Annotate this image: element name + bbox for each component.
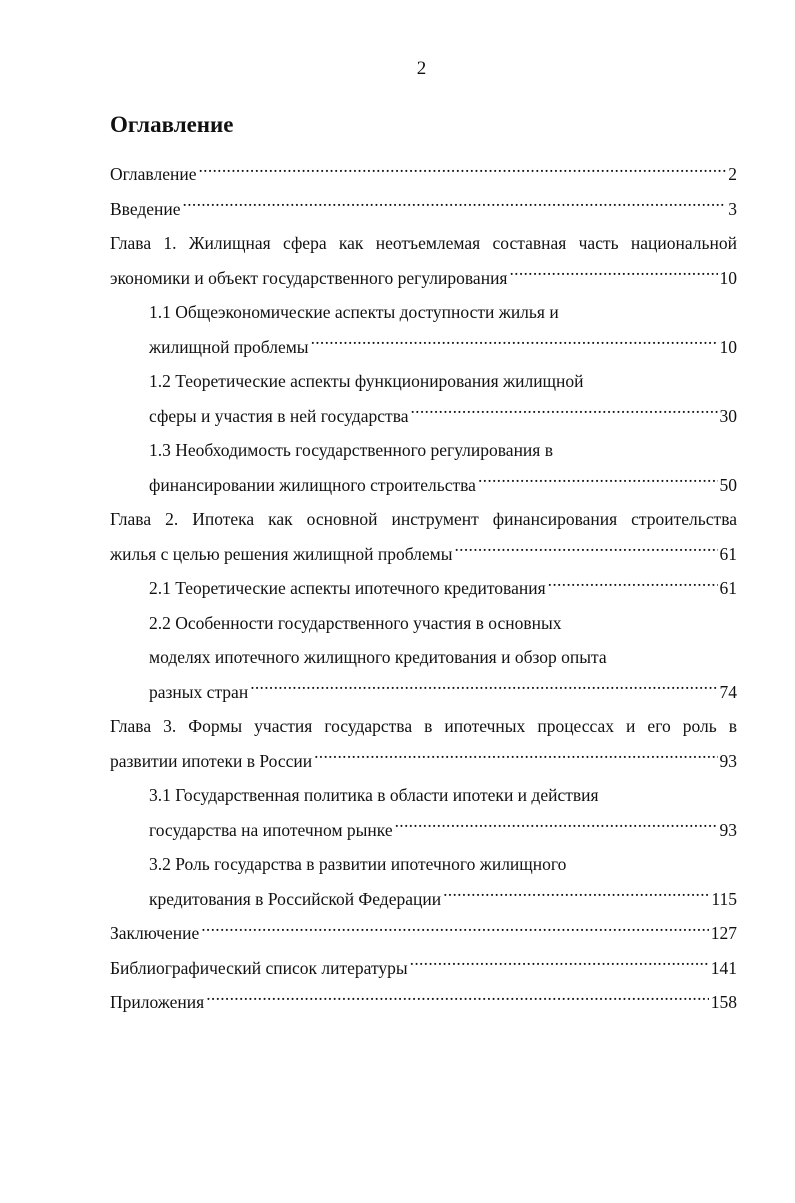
toc-entry-title-line-1: 1.3 Необходимость государственного регулирования в — [149, 440, 553, 460]
toc-entry-section-2-2[interactable] — [110, 606, 737, 710]
toc-entry-section-2-1[interactable] — [110, 571, 737, 606]
toc-entry-section-3-2[interactable] — [110, 847, 737, 916]
toc-entry-title-line-1: 3.1 Государственная политика в области ипотеки и действия — [149, 785, 599, 805]
toc-entry-page: 61 — [719, 578, 737, 598]
toc-dot-leader — [201, 922, 709, 940]
toc-entry-title: 2.1 Теоретические аспекты ипотечного кредитования — [149, 578, 546, 598]
toc-entry-line — [149, 364, 737, 399]
toc-entry-title-line-2: экономики и объект государственного регулирования — [110, 267, 508, 288]
toc-entry-page: 141 — [710, 957, 737, 978]
toc-entry-line — [149, 606, 737, 641]
toc-entry-title-line-1: Глава 2. Ипотека как основной инструмент финансирования строительства — [110, 509, 737, 529]
toc-dot-leader — [314, 749, 717, 767]
toc-entry-line — [149, 778, 737, 813]
toc-dot-leader — [206, 991, 709, 1009]
toc-entry-page: 93 — [719, 819, 737, 840]
toc-entry-title: Библиографический список литературы — [110, 957, 408, 978]
toc-entry-page: 127 — [710, 923, 737, 943]
toc-entry-page: 3 — [728, 198, 737, 219]
toc-entry-contents[interactable] — [110, 157, 737, 192]
toc-entry-section-3-1[interactable] — [110, 778, 737, 847]
toc-dot-leader — [411, 404, 718, 422]
toc-entry-page: 93 — [719, 750, 737, 771]
toc-entry-page: 50 — [719, 474, 737, 495]
toc-entry-page: 61 — [719, 543, 737, 564]
toc-entry-page: 10 — [719, 267, 737, 288]
toc-entry-title: Приложения — [110, 992, 205, 1012]
toc-entry-line — [110, 709, 737, 744]
toc-entry-title-line-1: 2.2 Особенности государственного участия в основных — [149, 612, 562, 633]
toc-entry-title-line-2: кредитования в Российской Федерации — [149, 888, 442, 909]
toc-entry-chapter-2[interactable] — [110, 502, 737, 571]
toc-entry-page: 10 — [719, 336, 737, 357]
toc-entry-title-line-2: жилищной проблемы — [149, 336, 309, 357]
table-of-contents — [110, 157, 737, 1020]
toc-entry-line — [149, 433, 737, 468]
toc-entry-title: Введение — [110, 198, 181, 219]
toc-entry-page: 115 — [711, 888, 737, 909]
toc-entry-title-line-2: моделях ипотечного жилищного кредитования и обзор опыта — [149, 647, 607, 667]
toc-entry-title-line-2: жилья с целью решения жилищной проблемы — [110, 543, 453, 564]
toc-entry-section-1-2[interactable] — [110, 364, 737, 433]
toc-entry-title-line-1: Глава 1. Жилищная сфера как неотъемлемая составная часть национальной — [110, 233, 737, 253]
toc-entry-page: 74 — [719, 681, 737, 702]
toc-entry-line — [149, 295, 737, 330]
toc-entry-line — [110, 226, 737, 261]
toc-entry-line — [149, 571, 737, 606]
toc-dot-leader — [410, 956, 709, 974]
toc-entry-page: 30 — [719, 405, 737, 426]
toc-entry-line — [149, 399, 737, 434]
toc-dot-leader — [250, 680, 717, 698]
toc-entry-line — [149, 640, 737, 675]
toc-entry-title-line-1: Глава 3. Формы участия государства в ипотечных процессах и его роль в — [110, 716, 737, 736]
toc-title: Оглавление — [110, 112, 234, 137]
toc-entry-title: Заключение — [110, 923, 200, 943]
toc-entry-title-line-1: 1.1 Общеэкономические аспекты доступности жилья и — [149, 302, 559, 322]
toc-entry-line — [149, 468, 737, 503]
toc-entry-bibliography[interactable] — [110, 951, 737, 986]
toc-entry-introduction[interactable] — [110, 192, 737, 227]
toc-entry-line — [149, 847, 737, 882]
toc-entry-page: 158 — [710, 992, 737, 1012]
toc-entry-title-line-2: финансировании жилищного строительства — [149, 474, 476, 495]
toc-entry-line — [149, 813, 737, 848]
toc-entry-section-1-1[interactable] — [110, 295, 737, 364]
toc-entry-page: 2 — [728, 164, 737, 184]
toc-entry-title-line-3: разных стран — [149, 681, 249, 702]
toc-entry-section-1-3[interactable] — [110, 433, 737, 502]
toc-entry-title-line-1: 1.2 Теоретические аспекты функционирования жилищной — [149, 371, 584, 391]
toc-dot-leader — [198, 163, 726, 181]
toc-entry-title-line-2: государства на ипотечном рынке — [149, 819, 393, 840]
toc-entry-line — [110, 502, 737, 537]
toc-entry-title-line-1: 3.2 Роль государства в развитии ипотечного жилищного — [149, 854, 567, 874]
toc-dot-leader — [443, 887, 709, 905]
toc-entry-conclusion[interactable] — [110, 916, 737, 951]
toc-entry-line — [110, 261, 737, 296]
toc-entry-title-line-2: сферы и участия в ней государства — [149, 405, 409, 426]
toc-entry-line — [149, 882, 737, 917]
toc-dot-leader — [455, 542, 718, 560]
toc-entry-line — [110, 744, 737, 779]
page-number: 2 — [416, 58, 427, 79]
toc-dot-leader — [509, 266, 717, 284]
toc-dot-leader — [311, 335, 718, 353]
toc-entry-line — [149, 330, 737, 365]
toc-entry-title-line-2: развитии ипотеки в России — [110, 750, 313, 771]
toc-dot-leader — [395, 818, 718, 836]
toc-entry-appendices[interactable] — [110, 985, 737, 1020]
toc-dot-leader — [183, 197, 727, 215]
toc-entry-title: Оглавление — [110, 164, 197, 184]
toc-entry-line — [110, 537, 737, 572]
toc-dot-leader — [548, 577, 718, 595]
toc-entry-chapter-3[interactable] — [110, 709, 737, 778]
toc-entry-line — [149, 675, 737, 710]
toc-entry-chapter-1[interactable] — [110, 226, 737, 295]
toc-dot-leader — [478, 473, 718, 491]
